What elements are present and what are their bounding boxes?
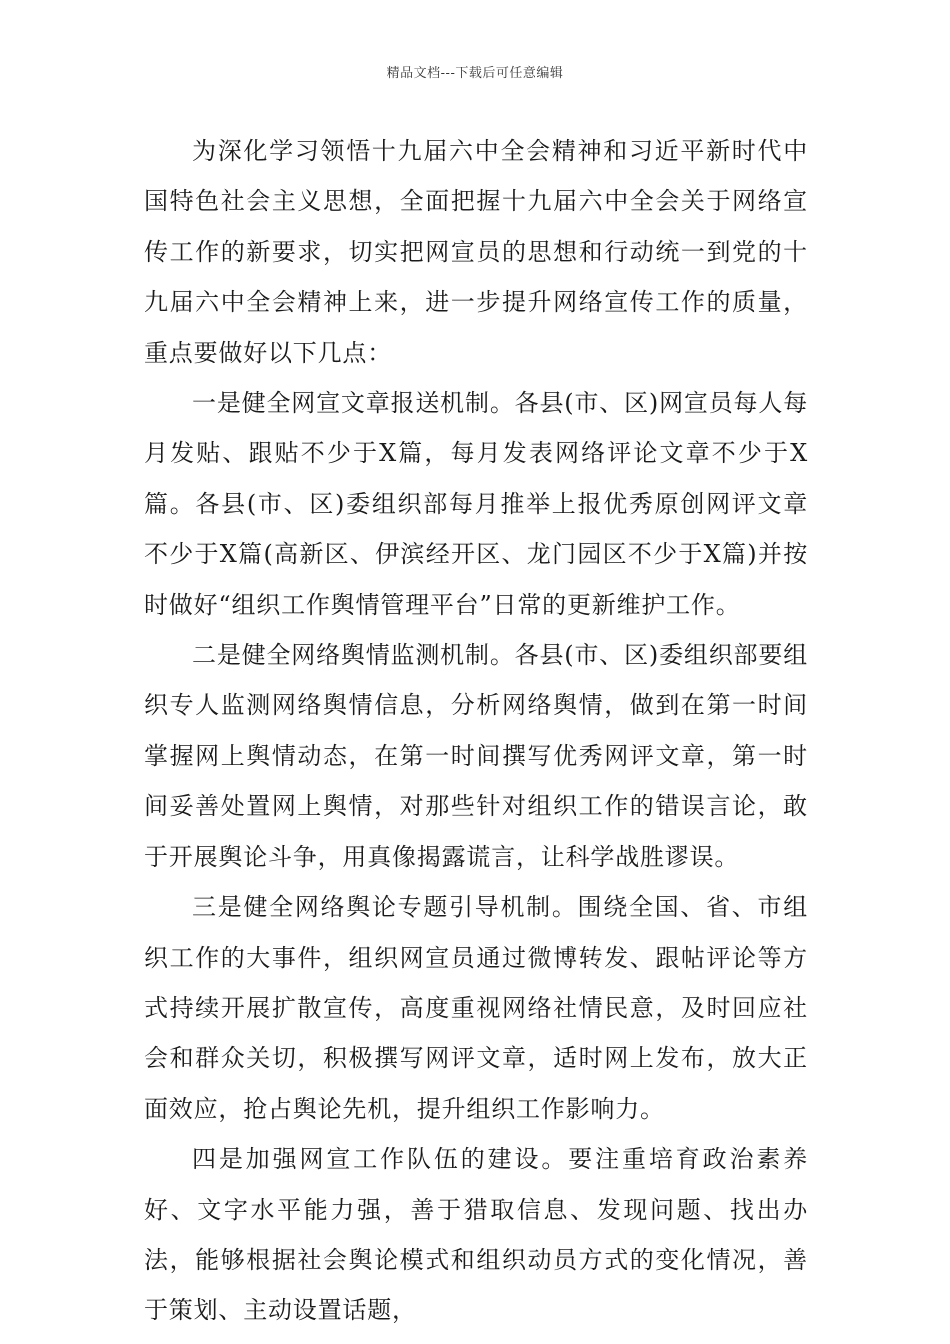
page-header: 精品文档---下载后可任意编辑 bbox=[386, 66, 564, 81]
paragraph-point-1: 一是健全网宣文章报送机制。各县(市、区)网宣员每人每月发贴、跟贴不少于X篇，每月发表网络评论文章不少于X篇。各县(市、区)委组织部每月推举上报优秀原创网评文章不少于X篇(高新区、伊滨经开区、龙门园区不少于X篇)并按时做好“组织工作舆情管理平台”日常的更新维护工作。 bbox=[144, 389, 808, 619]
paragraph-point-2: 二是健全网络舆情监测机制。各县(市、区)委组织部要组织专人监测网络舆情信息，分析网络舆情，做到在第一时间掌握网上舆情动态，在第一时间撰写优秀网评文章，第一时间妥善处置网上舆情，对那些针对组织工作的错误言论，敢于开展舆论斗争，用真像揭露谎言，让科学战胜谬误。 bbox=[144, 641, 808, 871]
document-body bbox=[144, 126, 808, 1336]
paragraph-intro: 为深化学习领悟十九届六中全会精神和习近平新时代中国特色社会主义思想，全面把握十九届六中全会关于网络宣传工作的新要求，切实把网宣员的思想和行动统一到党的十九届六中全会精神上来，进一步提升网络宣传工作的质量，重点要做好以下几点： bbox=[144, 137, 808, 367]
paragraph-point-3: 三是健全网络舆论专题引导机制。围绕全国、省、市组织工作的大事件，组织网宣员通过微博转发、跟帖评论等方式持续开展扩散宣传，高度重视网络社情民意，及时回应社会和群众关切，积极撰写网评文章，适时网上发布，放大正面效应，抢占舆论先机，提升组织工作影响力。 bbox=[144, 893, 808, 1123]
paragraph-point-4: 四是加强网宣工作队伍的建设。要注重培育政治素养好、文字水平能力强，善于猎取信息、发现问题、找出办法，能够根据社会舆论模式和组织动员方式的变化情况，善于策划、主动设置话题， bbox=[144, 1145, 808, 1325]
